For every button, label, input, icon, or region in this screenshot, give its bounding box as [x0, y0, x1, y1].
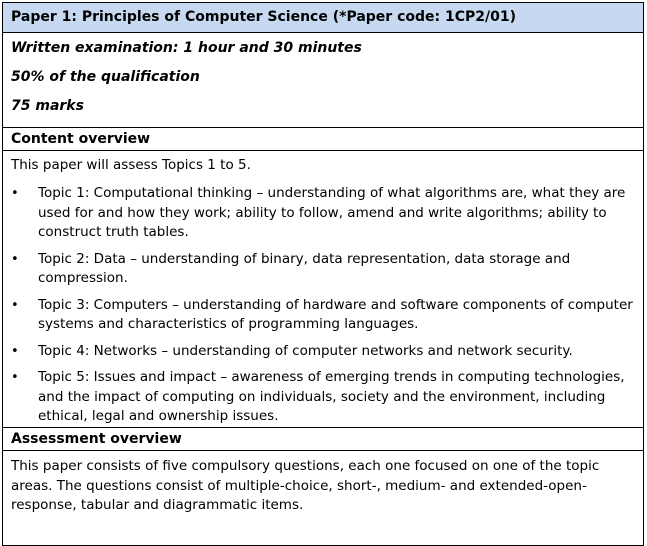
topic-item: [11, 184, 635, 243]
content-overview-body: [3, 151, 643, 428]
topic-text: Topic 2: Data – understanding of binary, data representation, data storage and compression.: [38, 250, 571, 286]
topic-item: [11, 296, 635, 335]
topic-text: Topic 4: Networks – understanding of computer networks and network security.: [38, 342, 573, 359]
specification-table: [2, 2, 644, 546]
bullet-icon: •: [11, 343, 19, 359]
paper-title: Paper 1: Principles of Computer Science (*Paper code: 1CP2/01): [3, 3, 643, 33]
exam-details: [3, 33, 643, 128]
topic-list: [11, 184, 635, 427]
assessment-overview-text: This paper consists of five compulsory questions, each one focused on one of the topic areas. The questions consist of multiple-choice, short-, medium- and extended-open-response, tabular and diagrammatic items.: [11, 458, 600, 513]
content-overview-heading: Content overview: [3, 128, 643, 151]
topic-item: [11, 368, 635, 427]
topic-item: [11, 250, 635, 289]
exam-duration: Written examination: 1 hour and 30 minutes: [11, 40, 362, 56]
topic-text: Topic 5: Issues and impact – awareness of emerging trends in computing technologies, and the impact of computing on individuals, society and the environment, including ethical, legal and ownership issues.: [38, 369, 625, 424]
bullet-icon: •: [11, 251, 19, 267]
topic-item: [11, 342, 635, 362]
exam-weight: 50% of the qualification: [11, 69, 200, 85]
assessment-overview-heading: Assessment overview: [3, 428, 643, 451]
bullet-icon: •: [11, 370, 19, 385]
topic-text: Topic 3: Computers – understanding of hardware and software components of computer systems and characteristics of programming languages.: [38, 296, 633, 332]
bullet-icon: •: [11, 297, 19, 313]
content-intro: This paper will assess Topics 1 to 5.: [11, 157, 251, 173]
bullet-icon: •: [11, 186, 19, 201]
exam-marks: 75 marks: [11, 98, 84, 114]
topic-text: Topic 1: Computational thinking – understanding of what algorithms are, what they are used for and how they work; ability to follow, amend and write algorithms; ability to construct truth tables.: [38, 185, 626, 240]
